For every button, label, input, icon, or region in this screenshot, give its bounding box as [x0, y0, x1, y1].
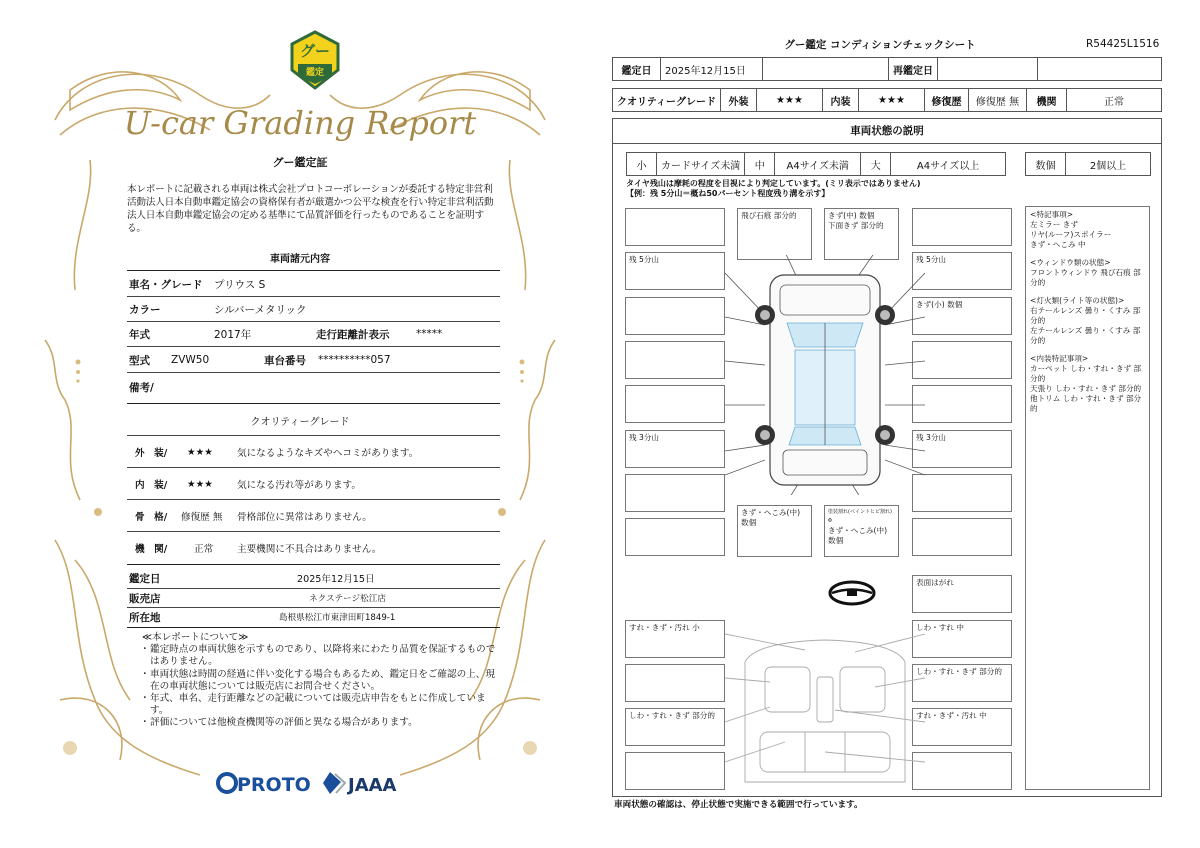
badge-sub: 鑑定	[305, 68, 325, 78]
int-stars: ★★★	[859, 89, 925, 112]
mileage-label: 走行距離計表示	[316, 328, 390, 341]
note-text: 年式、車名、走行距離などの記載については販売店申告をもとに作成しています。	[150, 693, 486, 717]
ext-stars: ★★★	[757, 89, 823, 112]
box-r13	[912, 752, 1012, 790]
special-title: <灯火類(ライト等の状態)>	[1030, 296, 1125, 305]
car-name-label: 車名・グレード	[129, 278, 203, 291]
proto-logo-text: PROTO	[237, 774, 311, 796]
note-item: ・ 評価については他検査機関等の評価と異なる場合があります。	[140, 717, 418, 729]
redate-label: 再鑑定日	[889, 58, 938, 81]
tire-note	[626, 179, 921, 199]
box-front-right: きず(中) 数個 下面きず 部分的	[824, 208, 899, 260]
ext-label: 外装	[721, 89, 757, 112]
divider	[127, 270, 500, 271]
note-text: 鑑定時点の車両状態を示すものであり、以降将来にわたり品質を保証するものではありません。	[150, 644, 496, 668]
box-rear-left: きず・へこみ(中) 数個	[737, 505, 812, 557]
frame-row	[129, 505, 499, 527]
note-text: 車両状態は時間の経過に伴い変化する場合もあるため、鑑定日をご確認の上、現在の車両状態については販売店にお問合せください。	[150, 668, 495, 692]
box-seat-l2: しわ・すれ・きず 部分的	[625, 708, 725, 746]
box-rear-right	[824, 505, 899, 557]
size-mid-desc: A4サイズ未満	[775, 153, 861, 176]
box-seat-r1: しわ・すれ・きず 部分的	[912, 664, 1012, 702]
chassis-label: 車台番号	[264, 354, 306, 367]
special-line: フロントウィンドウ 飛び石痕 部分的	[1030, 268, 1141, 287]
interior-row	[129, 473, 499, 495]
divider	[127, 467, 500, 468]
box-rear-right-text: きず・へこみ(中) 数個	[828, 526, 888, 545]
badge-text: グー	[299, 42, 331, 60]
box-l10	[625, 664, 725, 702]
condition-check-sheet	[600, 0, 1200, 848]
divider	[127, 321, 500, 322]
car-interior-diagram	[725, 622, 925, 792]
empty-cell	[763, 58, 889, 81]
goo-badge-logo	[288, 30, 342, 92]
date-label: 鑑定日	[613, 58, 661, 81]
remarks-label: 備考/	[129, 381, 154, 394]
box-seat-fl: すれ・きず・汚れ 小	[625, 620, 725, 658]
box-l12	[625, 752, 725, 790]
special-line: 左テールレンズ 曇り・くすみ 部分的	[1030, 326, 1141, 345]
color-label: カラー	[129, 303, 161, 316]
chassis-value: **********057	[318, 354, 391, 366]
frame-label: 骨 格/	[135, 512, 168, 523]
model-label: 型式	[129, 354, 150, 367]
notes-title: ≪本レポートについて≫	[142, 632, 249, 643]
note-item: ・ 車両状態は時間の経過に伴い変化する場合もあるため、鑑定日をご確認の上、現在の車両状態については販売店にお問合せください。	[140, 669, 500, 693]
special-line: きず・へこみ 中	[1030, 240, 1086, 249]
cert-title: グー鑑定証	[272, 156, 328, 169]
divider	[127, 372, 500, 373]
special-line: カーペット しわ・すれ・きず 部分的	[1030, 364, 1142, 383]
divider	[127, 564, 500, 565]
steering-wheel-icon	[826, 578, 878, 608]
footer-note: 車両状態の確認は、停止状態で実施できる範囲で行っています。	[614, 800, 863, 810]
frame-desc: 骨格部位に異常はありません。	[237, 512, 372, 523]
box-l5	[625, 385, 725, 423]
box-tire-fr: 残 5分山	[912, 252, 1012, 290]
cert-text: 本レポートに記載される車両は株式会社プロトコーポレーションが委託する特定非営利活動法人日本自動車鑑定協会の資格保有者が厳選かつ公平な検査を行い特定非営利活動法人日本自動車鑑定協会の定める基準にて品質評価を行ったものであることを証明する。	[127, 184, 494, 234]
box-l7	[625, 474, 725, 512]
special-line: 天張り しわ・すれ・きず 部分的	[1030, 384, 1142, 393]
mileage-value: *****	[416, 328, 443, 340]
size-legend	[626, 152, 1006, 176]
engine-row	[129, 537, 499, 559]
shop-label: 販売店	[129, 592, 161, 605]
remarks-row	[129, 376, 499, 398]
sheet-title: グー鑑定 コンディションチェックシート	[784, 39, 976, 51]
size-small-desc: カードサイズ未満	[657, 153, 745, 176]
color-value: シルバーメタリック	[214, 303, 307, 316]
divider	[127, 403, 500, 404]
engine-value: 正常	[1067, 89, 1162, 112]
spec-title: 車両諸元内容	[270, 254, 330, 265]
tire-note-line: タイヤ残山は摩耗の程度を目視により判定しています。(ミリ表示ではありません)	[626, 179, 921, 188]
count-legend	[1025, 152, 1151, 176]
sheet-id: R54425L1516	[1086, 38, 1160, 50]
divider	[127, 531, 500, 532]
interior-label: 内 装/	[135, 480, 168, 491]
address-row	[129, 606, 499, 628]
date-table	[612, 57, 1162, 81]
special-notes	[1025, 206, 1150, 790]
model-row	[129, 349, 499, 371]
exterior-stars: ★★★	[187, 446, 213, 458]
jaaa-logo-text: JAAA	[348, 775, 397, 796]
note-item: ・ 鑑定時点の車両状態を示すものであり、以降将来にわたり品質を保証するものではありません。	[140, 644, 500, 668]
color-row	[129, 298, 499, 320]
interior-stars: ★★★	[187, 478, 213, 490]
size-mid: 中	[745, 153, 775, 176]
engine-value: 正常	[194, 544, 214, 555]
tire-note-line: 【例：残 5分山＝概ね50パーセント程度残り溝を示す】	[626, 189, 830, 198]
address-label: 所在地	[129, 611, 161, 624]
note-text: 評価については他検査機関等の評価と異なる場合があります。	[150, 717, 418, 729]
divider	[127, 296, 500, 297]
box-r8	[912, 518, 1012, 556]
year-label: 年式	[129, 328, 150, 341]
box-r1	[912, 208, 1012, 246]
repair-label: 修復歴	[925, 89, 969, 112]
model-value: ZVW50	[171, 354, 210, 366]
date-value: 2025年12月15日	[297, 574, 375, 585]
size-large-desc: A4サイズ以上	[891, 153, 1006, 176]
special-line: 他トリム しわ・すれ・きず 部分的	[1030, 394, 1142, 413]
date-label: 鑑定日	[129, 572, 161, 585]
date-row	[129, 567, 499, 589]
note-item: ・ 年式、車名、走行距離などの記載については販売店申告をもとに作成しています。	[140, 693, 500, 717]
divider	[127, 346, 500, 347]
box-l8	[625, 518, 725, 556]
car-name-row	[129, 273, 499, 295]
count-label: 数個	[1026, 153, 1066, 176]
int-label: 内装	[823, 89, 859, 112]
count-desc: 2個以上	[1066, 153, 1151, 176]
box-steering: 表面はがれ	[912, 575, 1012, 613]
box-r4	[912, 341, 1012, 379]
repair-value: 修復歴 無	[969, 89, 1027, 112]
exterior-label: 外 装/	[135, 448, 168, 459]
exterior-row	[129, 441, 499, 463]
box-l3	[625, 297, 725, 335]
box-l1	[625, 208, 725, 246]
box-rear-right-small: 塗装割れ(ペイントヒビ割れ) Φ	[828, 509, 892, 524]
redate-value	[938, 58, 1038, 81]
shop-value: ネクステージ松江店	[309, 594, 386, 604]
divider	[127, 435, 500, 436]
box-seat-r2: すれ・きず・汚れ 中	[912, 708, 1012, 746]
exterior-desc: 気になるようなキズやヘコミがあります。	[237, 448, 419, 459]
report-title	[120, 96, 480, 150]
engine-label: 機 関/	[135, 544, 168, 555]
box-tire-rl: 残 3分山	[625, 430, 725, 468]
size-large: 大	[861, 153, 891, 176]
empty-cell	[1038, 58, 1162, 81]
address-value: 島根県松江市東津田町1849-1	[279, 613, 396, 623]
engine-label: 機関	[1027, 89, 1067, 112]
special-title: <ウィンドウ類の状態>	[1030, 258, 1111, 267]
engine-desc: 主要機関に不具合はありません。	[237, 544, 382, 555]
grade-table	[612, 88, 1162, 112]
box-front-left: 飛び石痕 部分的	[737, 208, 812, 260]
box-tire-rr: 残 3分山	[912, 430, 1012, 468]
box-r5	[912, 385, 1012, 423]
special-line: リヤ(ルーフ)スポイラー	[1030, 230, 1112, 239]
interior-desc: 気になる汚れ等があります。	[237, 480, 361, 491]
box-l4	[625, 341, 725, 379]
box-tire-fl: 残 5分山	[625, 252, 725, 290]
frame-value: 修復歴 無	[181, 512, 223, 523]
box-r7	[912, 474, 1012, 512]
car-exterior-diagram	[725, 255, 925, 495]
special-title: <特記事項>	[1030, 210, 1074, 219]
quality-title: クオリティーグレード	[250, 417, 350, 428]
divider	[127, 499, 500, 500]
year-row	[129, 323, 499, 345]
special-line: 右テールレンズ 曇り・くすみ 部分的	[1030, 306, 1141, 325]
size-small: 小	[627, 153, 657, 176]
condition-title: 車両状態の説明	[612, 118, 1162, 144]
date-value: 2025年12月15日	[661, 58, 763, 81]
year-value: 2017年	[214, 328, 252, 341]
car-name-value: プリウス S	[214, 278, 266, 291]
logos	[215, 768, 415, 798]
box-fender-r: きず(小) 数個	[912, 297, 1012, 335]
proto-logo-icon	[218, 774, 236, 792]
special-line: 左ミラー きず	[1030, 220, 1078, 229]
report-title-text: U-car Grading Report	[123, 104, 477, 142]
divider	[127, 627, 500, 628]
quality-label: クオリティーグレード	[613, 89, 721, 112]
notes-block	[140, 632, 500, 730]
special-title: <内装特記事項>	[1030, 354, 1089, 363]
box-seat-fr: しわ・すれ 中	[912, 620, 1012, 658]
